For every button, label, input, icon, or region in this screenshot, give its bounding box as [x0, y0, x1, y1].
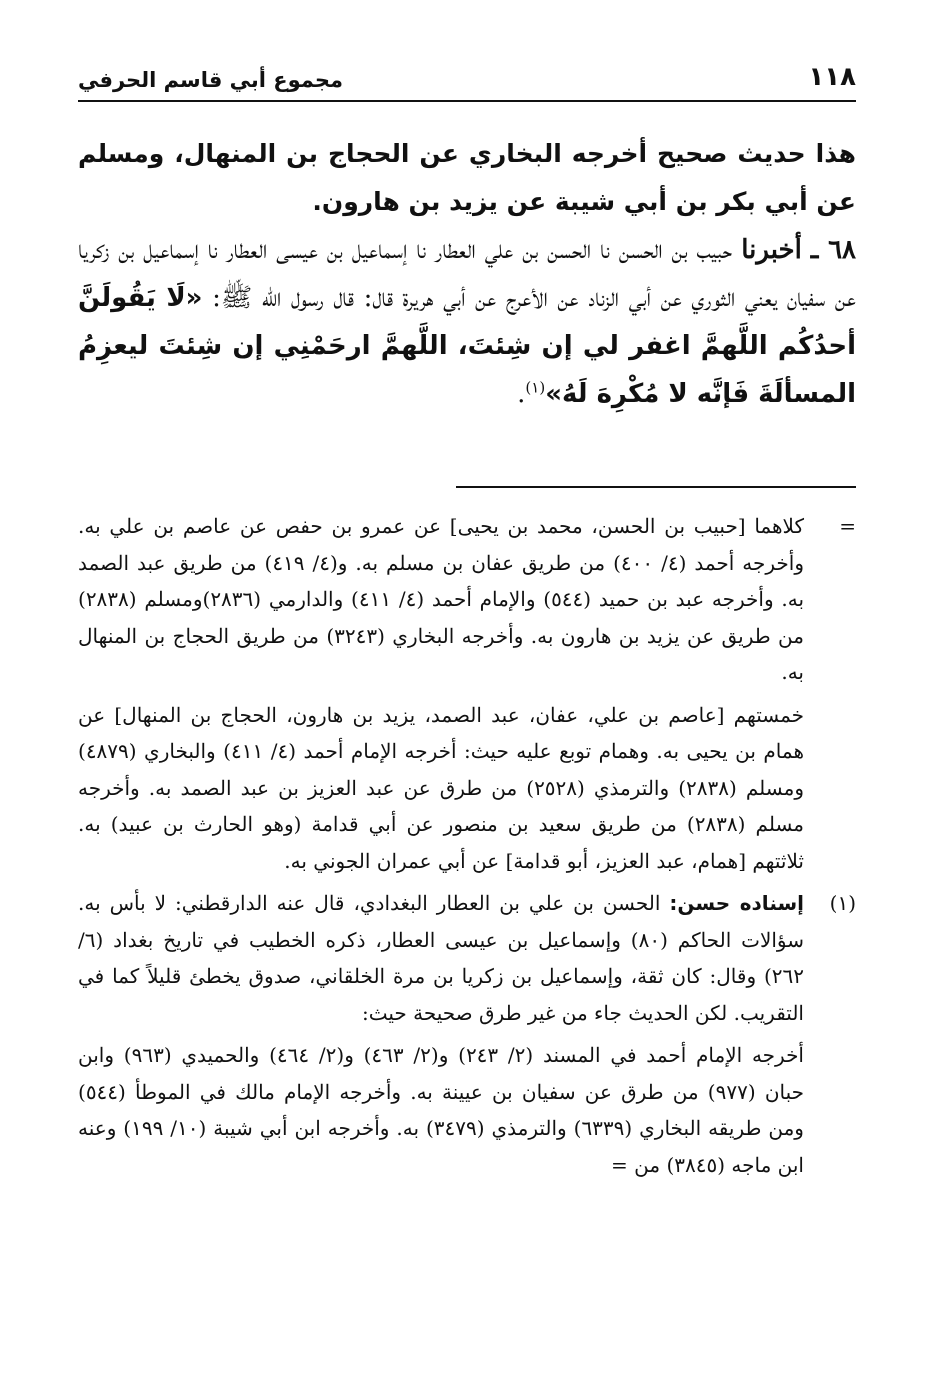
- footnote-reference[interactable]: (١): [525, 378, 546, 397]
- footnote-continued-text: كلاهما [حبيب بن الحسن، محمد بن يحيى] عن عمرو بن حفص عن عاصم بن علي به. وأخرجه أحمد (٤/ ٤٠٠) من طريق عفان بن مسلم به. و(٤/ ٤١٩) من طريق عبد الصمد به. وأخرجه عبد بن حميد (٥٤٤) والإمام أحمد (٤/ ٤١١) والدارمي (٢٨٣٦)ومسلم (٢٨٣٨) من طريق عن يزيد بن هارون به. وأخرجه البخاري (٣٢٤٣) من طريق الحجاج بن المنهال به.: [78, 514, 805, 684]
- footnotes: [78, 508, 856, 1189]
- header-rule: [78, 100, 856, 102]
- hadith-end: .: [517, 379, 526, 409]
- footnote-continued: [78, 508, 856, 691]
- bold-paragraph: هذا حديث صحيح أخرجه البخاري عن الحجاج بن المنهال، ومسلم عن أبي بكر بن أبي شيبة عن يزيد بن هارون.: [78, 139, 856, 216]
- footnote-1-lead: إسناده حسن:: [669, 891, 805, 915]
- footnote-1-marker: (١): [829, 891, 856, 915]
- footnote-1-text: الحسن بن علي بن العطار البغدادي، قال عنه الدارقطني: لا بأس به. سؤالات الحاكم (٨٠) وإسماعيل بن عيسى العطار، ذكره الخطيب في تاريخ بغداد (٦/ ٢٦٢) وقال: كان ثقة، وإسماعيل بن زكريا بن مرة الخلقاني، صدوق يخطئ قليلاً كما في التقريب. لكن الحديث جاء من غير طرق صحيحة حيث:: [78, 891, 805, 1025]
- hadith-lead-word: أخبرنا: [741, 235, 802, 265]
- running-head: [78, 56, 856, 92]
- main-text: [78, 130, 856, 418]
- footnote-1-continuation: أخرجه الإمام أحمد في المسند (٢/ ٢٤٣) و(٢/ ٤٦٣) و(٢/ ٤٦٤) والحميدي (٩٦٣) وابن حبان (٩٧٧) من طرق عن سفيان بن عيينة به. وأخرجه الإمام مالك في الموطأ (٥٤٤) ومن طريقه البخاري (٦٣٣٩) والترمذي (٣٤٧٩) به. وأخرجه ابن أبي شيبة (١٠/ ١٩٩) وعنه ابن ماجه (٣٨٤٥) من =: [78, 1043, 805, 1177]
- footnote-continued-text-2: خمستهم [عاصم بن علي، عفان، عبد الصمد، يزيد بن هارون، الحجاج بن المنهال] عن همام بن يحيى به. وهمام توبع عليه حيث: أخرجه الإمام أحمد (٤/ ٤١١) والبخاري (٤٨٧٩) ومسلم (٢٨٣٨) والترمذي (٢٥٢٨) من طرق عن عبد العزيز بن عبد الصمد به. وأخرجه مسلم (٢٨٣٨) من طريق سعيد بن منصور عن أبي قدامة (وهو الحارث بن عبيد) به. ثلاثتهم [همام، عبد العزيز، أبو قدامة] عن أبي عمران الجوني به.: [78, 702, 804, 873]
- hadith-quote: «لَا يَقُولَنَّ أحدُكُم اللَّهمَّ اغفر لي إن شِئتَ، اللَّهمَّ ارحَمْنِي إن شِئتَ ليعزِمُ المسألَةَ فَإنَّه لا مُكْرِهَ لَهُ»: [78, 283, 856, 409]
- hadith-isnad: حبيب بن الحسن نا الحسن بن علي العطار نا إسماعيل بن عيسى العطار نا إسماعيل بن زكريا عن سفيان يعني الثوري عن أبي الزناد عن الأعرج عن أبي هريرة قال: قال رسول الله ﷺ:: [78, 235, 856, 313]
- footnote-rule: [456, 486, 856, 488]
- book-title: مجموع أبي قاسم الحرفي: [78, 68, 344, 92]
- continuation-marker: =: [839, 514, 856, 538]
- hadith-number: ٦٨ ـ: [810, 235, 857, 265]
- footnote-1-body: [78, 885, 804, 1031]
- hadith-paragraph: [78, 226, 856, 418]
- footnote-1: [78, 885, 856, 1031]
- page-number: ١١٨: [808, 62, 856, 92]
